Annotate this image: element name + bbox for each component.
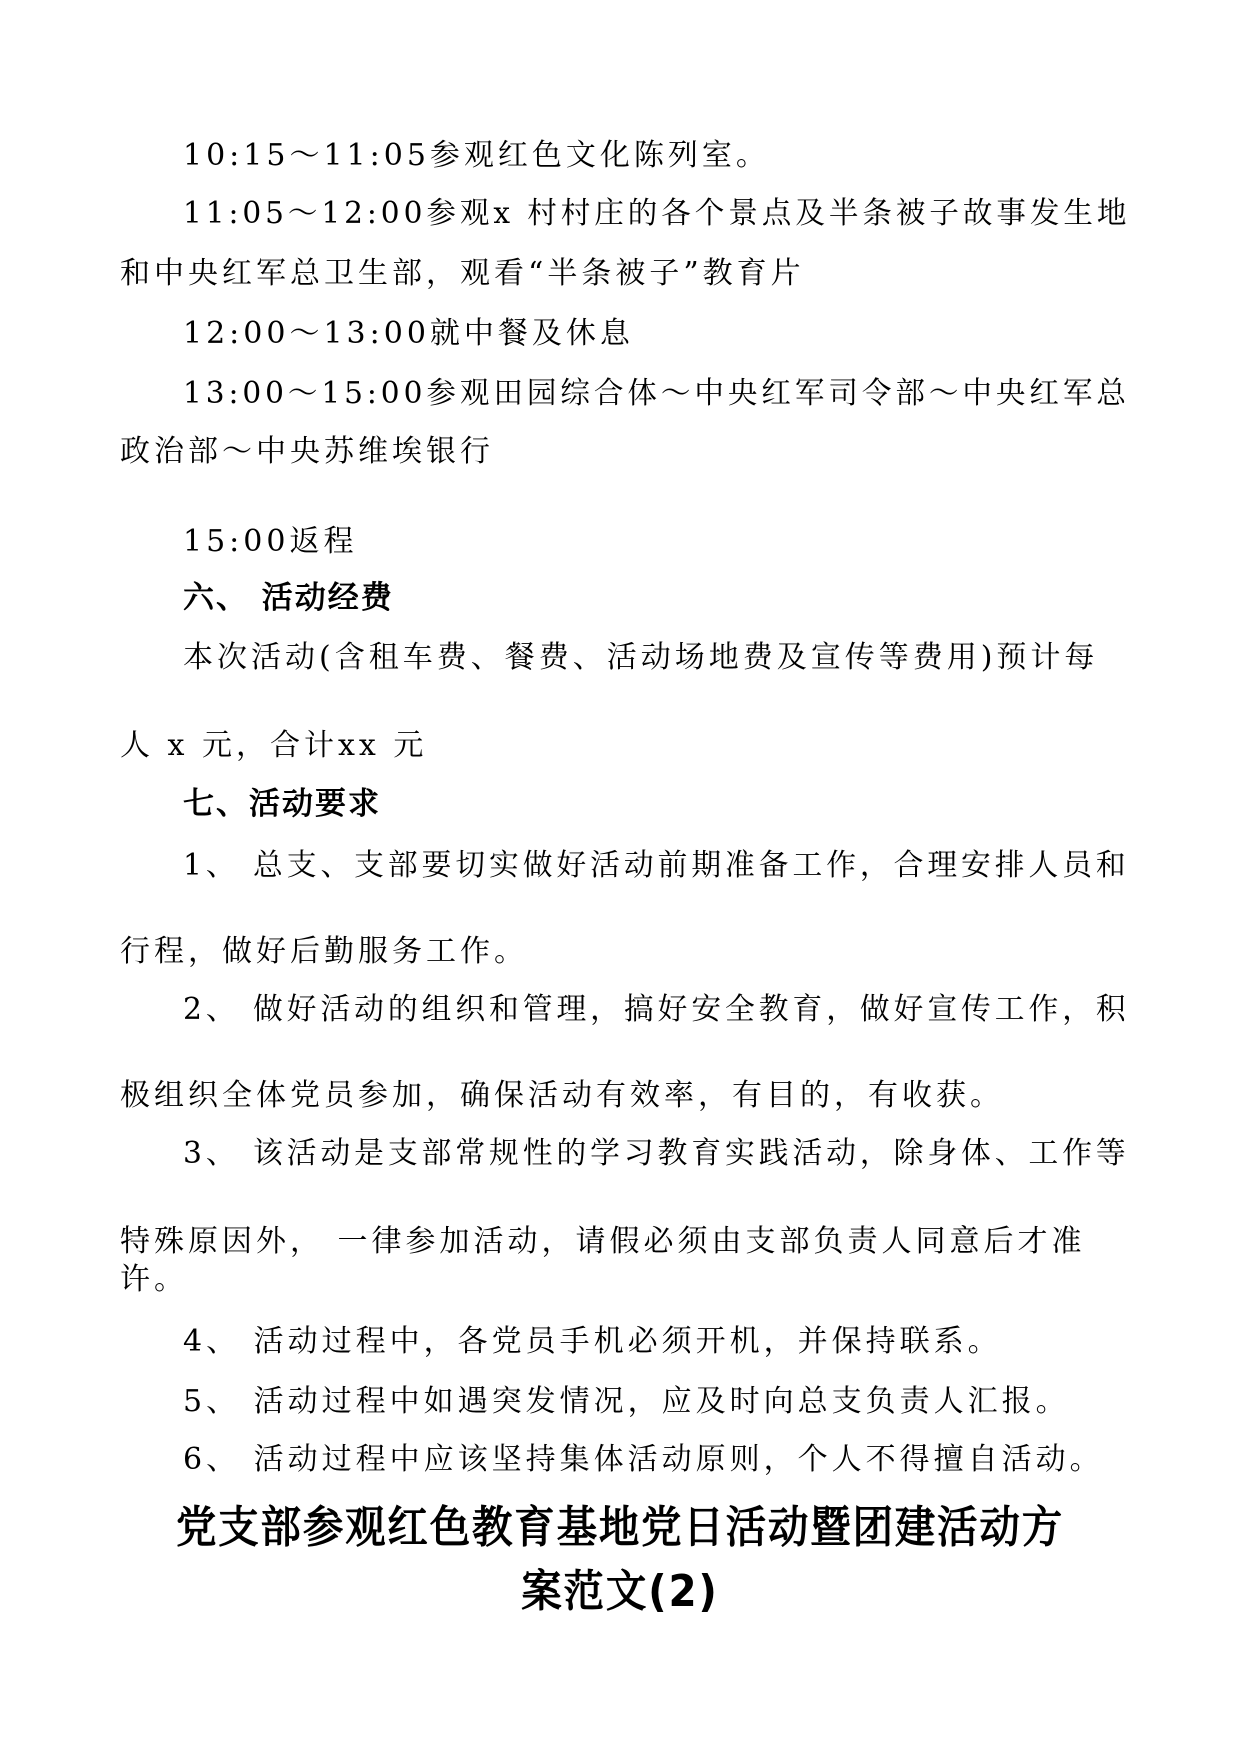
requirement-item: 极组织全体党员参加，确保活动有效率，有目的，有收获。 (120, 1078, 1004, 1113)
requirement-item: 4、 活动过程中，各党员手机必须开机，并保持联系。 (183, 1324, 1002, 1359)
schedule-line: 政治部～中央苏维埃银行 (120, 434, 494, 469)
schedule-line: 12:00～13:00就中餐及休息 (183, 316, 634, 351)
requirement-item: 特殊原因外， 一律参加活动，请假必须由支部负责人同意后才准 (120, 1224, 1086, 1259)
requirement-item: 2、 做好活动的组织和管理，搞好安全教育，做好宣传工作，积 (183, 992, 1130, 1027)
requirement-item: 6、 活动过程中应该坚持集体活动原则，个人不得擅自活动。 (183, 1442, 1104, 1477)
paragraph-line: 本次活动(含租车费、餐费、活动场地费及宣传等费用)预计每 (183, 640, 1099, 675)
schedule-line: 11:05～12:00参观x 村村庄的各个景点及半条被子故事发生地 (183, 196, 1131, 231)
requirement-item: 1、 总支、支部要切实做好活动前期准备工作，合理安排人员和 (183, 848, 1130, 883)
document-title: 案范文(2) (521, 1566, 719, 1617)
requirement-item: 5、 活动过程中如遇突发情况，应及时向总支负责人汇报。 (183, 1384, 1070, 1419)
section-heading-requirements: 七、活动要求 (183, 786, 381, 822)
section-heading-funding: 六、 活动经费 (183, 580, 394, 616)
requirement-item: 3、 该活动是支部常规性的学习教育实践活动，除身体、工作等 (183, 1136, 1130, 1171)
paragraph-line: 人 x 元，合计xx 元 (120, 728, 428, 763)
requirement-item: 许。 (120, 1262, 188, 1297)
schedule-line: 13:00～15:00参观田园综合体～中央红军司令部～中央红军总 (183, 376, 1130, 411)
schedule-line: 和中央红军总卫生部，观看“半条被子”教育片 (120, 256, 805, 291)
schedule-line: 15:00返程 (183, 524, 358, 559)
requirement-item: 行程，做好后勤服务工作。 (120, 934, 528, 969)
document-title: 党支部参观红色教育基地党日活动暨团建活动方 (175, 1502, 1065, 1553)
schedule-line: 10:15～11:05参观红色文化陈列室。 (183, 138, 770, 173)
